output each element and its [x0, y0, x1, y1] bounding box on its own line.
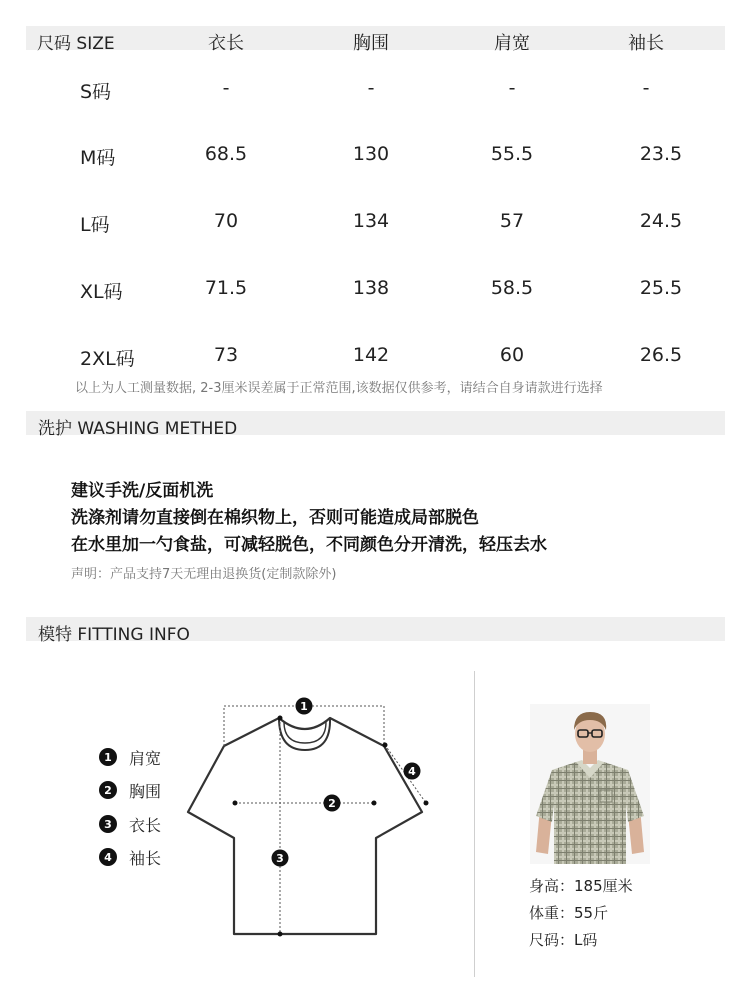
- table-cell: 138: [352, 277, 390, 299]
- table-cell: 58.5: [490, 277, 534, 299]
- table-cell: 25.5: [639, 277, 683, 299]
- svg-text:4: 4: [408, 765, 416, 778]
- table-cell: -: [642, 77, 650, 99]
- length-bottom-dot: [278, 932, 283, 937]
- chest-right-dot: [372, 801, 377, 806]
- header-size: 尺码 SIZE: [37, 34, 115, 54]
- legend-label: 胸围: [129, 781, 162, 801]
- table-row-size: L码: [80, 214, 110, 236]
- table-cell: -: [367, 77, 375, 99]
- header-length: 衣长: [208, 33, 244, 54]
- svg-text:3: 3: [276, 852, 284, 865]
- number-badge: 3: [99, 815, 117, 833]
- badge-1: [296, 698, 313, 715]
- table-cell: -: [508, 77, 516, 99]
- table-cell: 130: [352, 143, 390, 165]
- legend-label: 衣长: [129, 815, 162, 835]
- table-cell: 26.5: [639, 344, 683, 366]
- table-cell: 57: [499, 210, 525, 232]
- washing-line: 洗涤剂请勿直接倒在棉织物上，否则可能造成局部脱色: [71, 508, 479, 528]
- table-cell: 23.5: [639, 143, 683, 165]
- table-cell: 68.5: [204, 143, 248, 165]
- table-cell: 60: [499, 344, 525, 366]
- fitting-title: 模特 FITTING INFO: [38, 625, 190, 645]
- table-cell: 142: [352, 344, 390, 366]
- fitting-header: [26, 617, 725, 645]
- sleeve-top-dot: [383, 743, 388, 748]
- svg-text:1: 1: [300, 700, 308, 713]
- legend-item-shoulder: [99, 746, 161, 768]
- sleeve-end-dot: [424, 801, 429, 806]
- measurement-note: 以上为人工测量数据, 2-3厘米误差属于正常范围,该数据仅供参考，请结合自身请款进行选择: [75, 381, 603, 396]
- model-illustration: [530, 704, 650, 864]
- badge-4: [404, 763, 421, 780]
- table-cell: -: [222, 77, 230, 99]
- model-size: 尺码：L码: [529, 931, 598, 949]
- washing-header: [26, 411, 725, 439]
- tshirt-diagram: [180, 692, 440, 944]
- legend-item-sleeve: [99, 846, 161, 868]
- model-height: 身高：185厘米: [529, 877, 633, 895]
- legend-item-chest: [99, 779, 161, 801]
- badge-2: [324, 795, 341, 812]
- number-badge: 1: [99, 748, 117, 766]
- washing-line: 建议手洗/反面机洗: [71, 481, 214, 501]
- header-chest: 胸围: [353, 33, 389, 54]
- length-top-dot: [278, 716, 283, 721]
- legend-label: 肩宽: [129, 748, 162, 768]
- header-shoulder: 肩宽: [494, 33, 530, 54]
- header-sleeve: 袖长: [628, 33, 664, 54]
- table-row-size: M码: [80, 147, 116, 169]
- legend-item-length: [99, 813, 161, 835]
- badge-3: [272, 850, 289, 867]
- legend-label: 袖长: [129, 848, 162, 868]
- washing-title: 洗护 WASHING METHED: [38, 419, 238, 439]
- table-row-size: S码: [80, 81, 112, 103]
- return-statement: 声明：产品支持7天无理由退换货(定制款除外): [71, 567, 337, 582]
- table-cell: 70: [213, 210, 239, 232]
- table-row-size: XL码: [80, 281, 123, 303]
- chest-left-dot: [233, 801, 238, 806]
- table-cell: 24.5: [639, 210, 683, 232]
- table-cell: 134: [352, 210, 390, 232]
- model-photo: [530, 704, 650, 864]
- number-badge: 4: [99, 848, 117, 866]
- washing-line: 在水里加一勺食盐，可减轻脱色，不同颜色分开清洗，轻压去水: [71, 535, 547, 555]
- table-row-size: 2XL码: [80, 348, 135, 370]
- number-badge: 2: [99, 781, 117, 799]
- vertical-divider: [474, 671, 475, 977]
- table-cell: 73: [213, 344, 239, 366]
- table-cell: 55.5: [490, 143, 534, 165]
- svg-text:2: 2: [328, 797, 336, 810]
- table-cell: 71.5: [204, 277, 248, 299]
- model-weight: 体重：55斤: [529, 904, 609, 922]
